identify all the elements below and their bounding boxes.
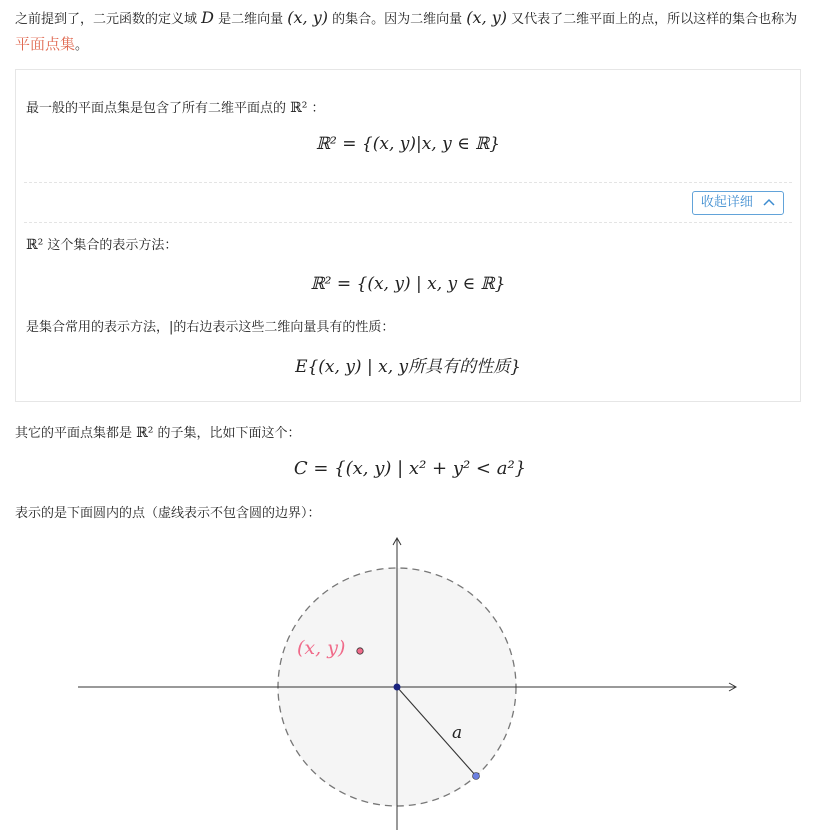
- sample-point: [357, 648, 363, 654]
- symbol-R2: ℝ²: [290, 100, 308, 116]
- box-p1-colon: ：: [311, 101, 325, 116]
- intro-text-1: 之前提到了，二元函数的定义域: [15, 12, 198, 27]
- point-label: (x, y): [297, 637, 346, 659]
- dashed-divider-1: [24, 182, 792, 183]
- collapse-label: 收起详细: [700, 195, 753, 210]
- radius-end-point: [473, 773, 480, 780]
- symbol-R2-c: ℝ²: [136, 425, 154, 441]
- chevron-up-icon: [763, 192, 775, 214]
- intro-text-4: 又代表了二维平面上的点，所以这样的集合也称为: [511, 12, 798, 27]
- collapse-details-button[interactable]: [692, 191, 784, 215]
- equation-3: E{(x, y) | x, y所具有的性质}: [295, 357, 521, 377]
- equation-C: C = {(x, y) | x² + y² < a²}: [293, 458, 527, 479]
- origin-point: [394, 684, 401, 691]
- box-p2-text: 这个集合的表示方法：: [47, 238, 178, 253]
- circle-figure: [0, 522, 820, 832]
- dashed-divider-2: [24, 222, 792, 223]
- box-paragraph-3: 是集合常用的表示方法，|的右边表示这些二维向量具有的性质：: [26, 320, 395, 335]
- box-p1-text: 最一般的平面点集是包含了所有二维平面点的: [26, 101, 287, 116]
- intro-text-5: 。: [75, 38, 89, 53]
- equation-2: ℝ² = {(x, y) | x, y ∈ ℝ}: [310, 274, 506, 294]
- symbol-R2-b: ℝ²: [26, 237, 44, 253]
- box-paragraph-2: [26, 234, 177, 253]
- paragraph-subsets: [15, 422, 301, 441]
- p4-text-b: 的子集，比如下面这个：: [157, 426, 301, 441]
- symbol-D: D: [201, 8, 214, 27]
- paragraph-figure-caption: 表示的是下面圆内的点（虚线表示不包含圆的边界）：: [15, 506, 321, 521]
- detail-box: [15, 69, 801, 402]
- equation-1: ℝ² = {(x, y)|x, y ∈ ℝ}: [315, 134, 501, 154]
- intro-text-3: 的集合。因为二维向量: [332, 12, 463, 27]
- p4-text-a: 其它的平面点集都是: [15, 426, 133, 441]
- radius-label: a: [452, 723, 463, 743]
- intro-text-2: 是二维向量: [218, 12, 284, 27]
- vector-xy-2: (x, y): [466, 8, 508, 27]
- box-paragraph-1: [26, 97, 325, 116]
- highlight-term: 平面点集: [15, 35, 76, 53]
- vector-xy: (x, y): [287, 8, 328, 27]
- intro-paragraph: [15, 6, 805, 58]
